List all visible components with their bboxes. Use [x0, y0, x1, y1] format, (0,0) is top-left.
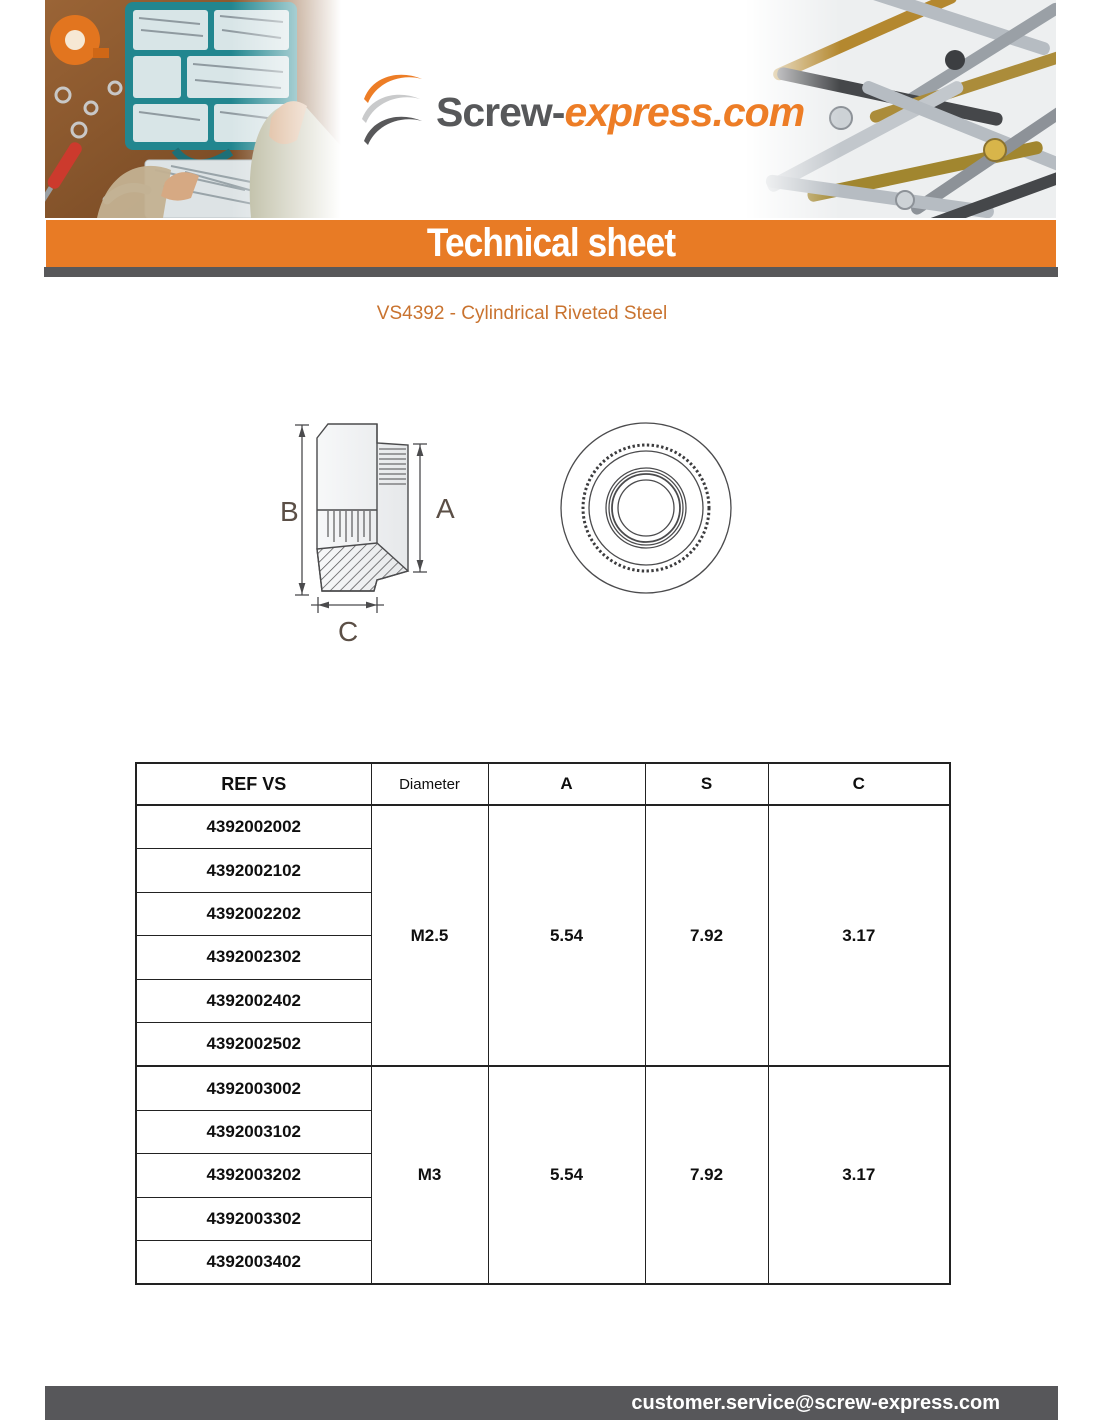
col-header-a: A [488, 763, 645, 805]
ref-cell: 4392003302 [136, 1197, 371, 1240]
ref-cell: 4392003002 [136, 1066, 371, 1110]
footer-email: customer.service@screw-express.com [631, 1392, 1000, 1414]
table-row [136, 1066, 950, 1110]
technical-drawing [250, 413, 750, 655]
a-cell: 5.54 [488, 805, 645, 1066]
s-cell: 7.92 [645, 1066, 768, 1284]
c-cell: 3.17 [768, 805, 950, 1066]
ref-cell: 4392002502 [136, 1022, 371, 1066]
dimension-c [311, 597, 384, 647]
ref-cell: 4392002302 [136, 936, 371, 979]
logo-text-secondary: express.com [564, 88, 805, 135]
title-banner [46, 220, 1056, 267]
table-row [136, 805, 950, 849]
ref-cell: 4392002402 [136, 979, 371, 1022]
logo-swoosh-icon [362, 71, 424, 154]
col-header-diameter: Diameter [371, 763, 488, 805]
logo-text-primary: Screw- [436, 88, 565, 135]
dimension-a [413, 444, 455, 572]
ref-cell: 4392002102 [136, 849, 371, 892]
svg-text:C: C [338, 616, 359, 647]
product-subtitle: VS4392 - Cylindrical Riveted Steel [376, 303, 668, 324]
dimension-b [280, 425, 309, 595]
svg-text:B: B [280, 496, 299, 527]
ref-cell: 4392002202 [136, 892, 371, 935]
table-header-row [136, 763, 950, 805]
col-header-c: C [768, 763, 950, 805]
col-header-ref: REF VS [136, 763, 371, 805]
side-view [317, 424, 408, 591]
spec-table [135, 762, 951, 1285]
spec-table-body [136, 805, 950, 1284]
diameter-cell: M2.5 [371, 805, 488, 1066]
header-photo-workbench [45, 0, 341, 218]
s-cell: 7.92 [645, 805, 768, 1066]
page-title: Technical sheet [426, 221, 676, 265]
ref-cell: 4392003202 [136, 1154, 371, 1197]
c-cell: 3.17 [768, 1066, 950, 1284]
svg-text:A: A [436, 493, 455, 524]
col-header-s: S [645, 763, 768, 805]
logo [362, 64, 805, 160]
front-view [561, 423, 731, 593]
footer-bar [45, 1386, 1058, 1420]
logo-text [436, 89, 804, 136]
ref-cell: 4392002002 [136, 805, 371, 849]
ref-cell: 4392003402 [136, 1240, 371, 1284]
banner-shadow [44, 267, 1058, 277]
ref-cell: 4392003102 [136, 1110, 371, 1153]
diameter-cell: M3 [371, 1066, 488, 1284]
a-cell: 5.54 [488, 1066, 645, 1284]
